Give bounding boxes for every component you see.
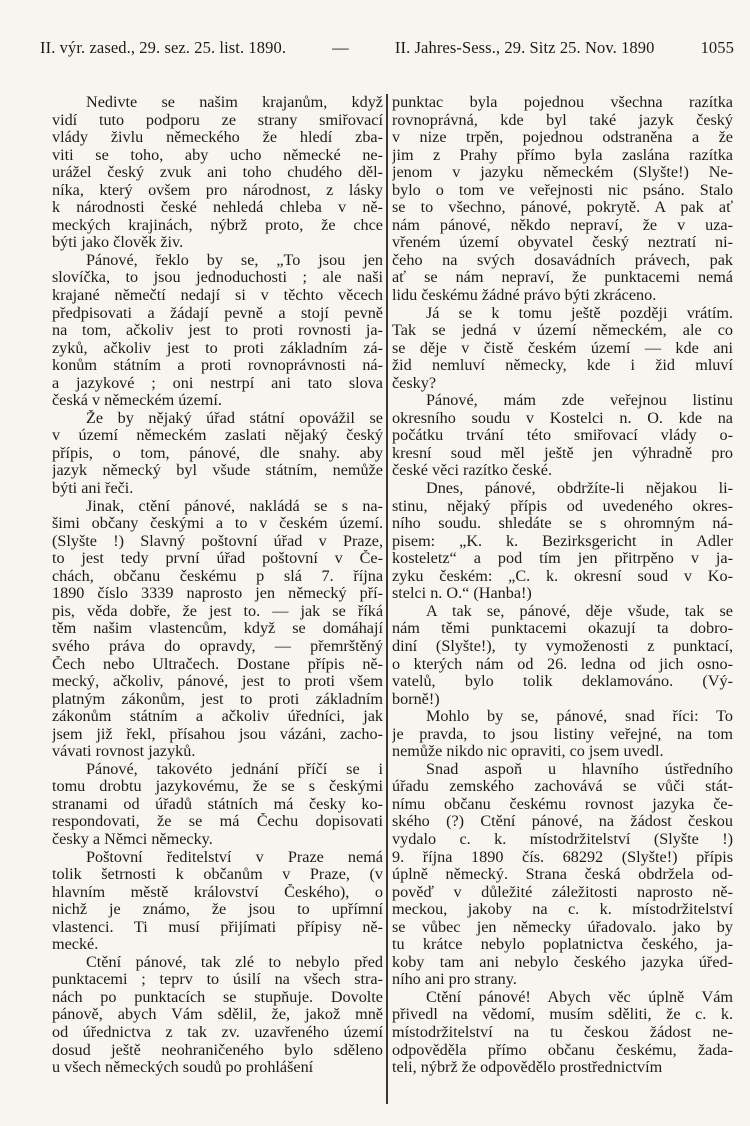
- text-line: borně!): [392, 690, 440, 708]
- text-line: tomu drobtu jazykovému, že se s českými: [52, 778, 383, 796]
- paragraph: [52, 849, 383, 954]
- header-dash: —: [332, 38, 349, 57]
- text-line: nímu občanu českému rovnost jazyka če-: [392, 795, 733, 813]
- text-line: rovnoprávná, kde byl také jazyk český: [392, 111, 733, 129]
- text-line: česká v německém území.: [52, 392, 222, 410]
- text-line: přípis, o tom, pánové, dle snahy. aby: [52, 444, 383, 462]
- text-line: Dnes, pánové, obdržíte-li nějakou li-: [426, 480, 733, 498]
- text-line: pověď v důležité záležitosti naprosto ně-: [392, 883, 733, 901]
- text-line: česky?: [392, 374, 437, 392]
- paragraph: [392, 94, 733, 305]
- text-line: české věci razítko české.: [392, 462, 552, 480]
- text-line: okresního soudu v Kostelci n. O. kde na: [392, 409, 733, 427]
- text-line: Že by nějaký úřad státní opovážil se: [86, 409, 383, 427]
- paragraph: [392, 480, 733, 603]
- text-line: kresní soud měl ještě jen výhradně pro: [392, 444, 733, 462]
- paragraph: [392, 392, 733, 480]
- text-line: bylo o tom ve veřejnosti nic psáno. Stalo: [392, 181, 733, 199]
- text-line: stelci n. O.“ (Hanba!): [392, 585, 532, 603]
- header-czech-text: II. výr. zased., 29. sez. 25. list. 1890.: [40, 38, 287, 57]
- text-line: vydalo c. k. místodržitelství (Slyšte !): [392, 830, 733, 848]
- text-line: a jazykové ; oni nestrpí ani tato slova: [52, 374, 383, 392]
- paragraph: [52, 954, 383, 1077]
- text-line: nemůže nikdo nic opraviti, co jsem uvedl.: [392, 743, 664, 761]
- text-line: od úřednictva z tak zv. uzavřeného území: [52, 1023, 383, 1041]
- text-line: jazyk německý byl všude státním, nemůže: [52, 462, 383, 480]
- text-line: A tak se, pánové, děje všude, tak se: [426, 602, 733, 620]
- text-line: vidí tuto podporu ze strany smiřovací: [52, 111, 383, 129]
- text-line: chách, občanu českému p slá 7. října: [52, 567, 383, 585]
- text-line: meckých krajinách, nýbrž proto, že chce: [52, 216, 383, 234]
- text-line: níka, který ovšem pro národnost, z lásky: [52, 181, 383, 199]
- text-line: Jinak, ctění pánové, nakládá se s na-: [86, 497, 383, 515]
- text-line: místodržitelství na tu českou žádost ne-: [392, 1023, 733, 1041]
- page-number: 1055: [700, 38, 734, 57]
- text-line: punktacemi ; teprv to úsilí na všech stra-: [52, 971, 383, 989]
- left-column: [52, 94, 383, 1077]
- paragraph: [52, 498, 383, 761]
- text-line: pisem: „K. k. Bezirksgericht in Adler: [392, 532, 733, 550]
- text-line: ať se nám nepraví, že punktacemi nemá: [392, 269, 733, 287]
- text-line: punktac byla pojednou všechna razítka: [392, 94, 733, 111]
- text-line: ního ani pro strany.: [392, 971, 517, 989]
- text-line: Já se k tomu ještě později vrátím.: [426, 304, 733, 322]
- text-line: vřeném území obyvatel český neztratí ni-: [392, 234, 733, 252]
- paragraph: [392, 708, 733, 761]
- text-line: diní (Slyšte!), ty vymoženosti z punktací,: [392, 637, 733, 655]
- text-line: konům státním a proti rovnoprávnosti ná-: [52, 357, 383, 375]
- text-line: vlády živlu německého že hledí zba-: [52, 129, 383, 147]
- text-line: jsem již řekl, přísahou jsou vázáni, zacho-: [52, 725, 383, 743]
- paragraph: [52, 252, 383, 410]
- text-line: předpisovati a žádají pevně a stojí pevně: [52, 304, 383, 322]
- text-line: těm našim vlastencům, když se domáhají: [52, 620, 383, 638]
- text-line: Nedivte se našim krajanům, když: [86, 94, 383, 111]
- text-line: jim z Prahy přímo byla zaslána razítka: [392, 146, 733, 164]
- text-line: vlastenci. Ti musí přijímati přípisy ně-: [52, 918, 383, 936]
- text-line: je pravda, to jsou listiny veřejné, na tom: [392, 725, 733, 743]
- text-line: Tak se jedná v území německém, ale co: [392, 322, 733, 340]
- text-line: česky a Němci německy.: [52, 830, 213, 848]
- header-german: II. Jahres-Sess., 29. Sitz 25. Nov. 1890: [394, 38, 655, 57]
- text-line: ního soudu. shledáte se s ohromným ná-: [392, 515, 733, 533]
- text-line: mecký, ačkoliv, pánové, jest to proti všem: [52, 673, 383, 691]
- text-line: býti ani řeči.: [52, 480, 134, 498]
- text-line: k národnosti české nehledá chleba v ně-: [52, 199, 383, 217]
- paragraph: [392, 603, 733, 708]
- text-line: se to všechno, pánové, pokrytě. A pak ať: [392, 199, 733, 217]
- text-line: se děje v čistě českém území — kde ani: [392, 339, 733, 357]
- text-line: Pánové, takovéto jednání příčí se i: [86, 760, 383, 778]
- paragraph: [52, 410, 383, 498]
- text-line: respondovati, že se má Čechu dopisovati: [52, 813, 383, 831]
- text-line: Čech nebo Ultračech. Dostane přípis ně-: [52, 655, 383, 673]
- text-line: nichž je známo, že jsou to upřímní: [52, 901, 383, 919]
- text-line: Ctění pánové! Abych věc úplně Vám: [426, 988, 733, 1006]
- text-line: čeho na svých dosavádních právech, pak: [392, 251, 733, 269]
- text-line: úplně německý. Strana česká obdržela od-: [392, 866, 733, 884]
- text-line: nám těmi punktacemi okazují ta dobro-: [392, 620, 733, 638]
- text-line: mecké.: [52, 936, 99, 954]
- text-line: tu krátce nebylo poplatnictva českého, ja-: [392, 936, 733, 954]
- text-line: nám pánové, někdo nepraví, že v uza-: [392, 216, 733, 234]
- text-line: u všech německých soudů po prohlášení: [52, 1059, 314, 1077]
- text-line: Pánové, mám zde veřejnou listinu: [426, 392, 733, 410]
- text-line: (Slyšte !) Slavný poštovní úřad v Praze,: [52, 532, 383, 550]
- paragraph: [392, 761, 733, 989]
- text-line: teli, nýbrž že odpovědělo prostřednictvím: [392, 1059, 663, 1077]
- text-line: zyku českém: „C. k. okresní soud v Ko-: [392, 567, 733, 585]
- text-line: vatelů, bylo tolik deklamováno. (Vý-: [392, 673, 733, 691]
- text-line: 9. října 1890 čís. 68292 (Slyšte!) přípis: [392, 848, 733, 866]
- text-line: nách po punktacích se stupňuje. Dovolte: [52, 988, 383, 1006]
- text-line: dosud ještě neohraničeného bylo sděleno: [52, 1041, 383, 1059]
- text-line: v území německém zaslati nějaký český: [52, 427, 383, 445]
- text-line: Poštovní ředitelství v Praze nemá: [86, 848, 383, 866]
- text-line: lidu českému žádné právo býti zkráceno.: [392, 287, 657, 305]
- paragraph: [52, 94, 383, 252]
- text-line: to jest tedy první úřad poštovní v Če-: [52, 550, 383, 568]
- text-line: šimi občany českými a to v českém území.: [52, 515, 383, 533]
- text-line: se vůbec jen německy úřadovalo. jako by: [392, 918, 733, 936]
- text-line: Pánové, řeklo by se, „To jsou jen: [86, 251, 383, 269]
- text-line: býti jako člověk živ.: [52, 234, 184, 252]
- text-line: kosteletz“ a pod tím jen přitrpěno v ja-: [392, 550, 733, 568]
- running-header: [40, 38, 734, 58]
- text-line: Ctění pánové, tak zlé to nebylo před: [86, 953, 383, 971]
- text-line: odpověděla přímo občanu českému, žada-: [392, 1041, 733, 1059]
- text-line: pánově, abych Vám sdělil, že, jakož mně: [52, 1006, 383, 1024]
- text-line: počátku trvání této smiřovací vlády o-: [392, 427, 733, 445]
- text-line: na tom, ačkoliv jest to proti rovnosti ja-: [52, 322, 383, 340]
- text-line: svého práva do opravdy, — přemrštěný: [52, 637, 383, 655]
- text-line: viti se toho, aby ucho německé ne-: [52, 146, 383, 164]
- text-line: meckou, jakoby na c. k. místodržitelství: [392, 901, 733, 919]
- paragraph: [392, 305, 733, 393]
- text-line: Snad aspoň u hlavního ústředního: [426, 760, 733, 778]
- header-czech: [40, 38, 286, 58]
- text-line: jenom v jazyku německém (Slyšte!) Ne-: [392, 164, 733, 182]
- text-line: přivedl na vědomí, musím sděliti, že c. k.: [392, 1006, 733, 1024]
- text-line: koby tam ani nebylo českého jazyka úřed-: [392, 953, 733, 971]
- text-line: pis, věda dobře, že jest to. — jak se říká: [52, 602, 383, 620]
- text-line: urážel český zvuk ani toho chudého děl-: [52, 164, 383, 182]
- text-line: úřadu zemského zachovává se vůči stát-: [392, 778, 733, 796]
- text-line: slovíčka, to jsou jednoduchosti ; ale naši: [52, 269, 383, 287]
- text-line: krajané němečtí nedají si v těchto věcech: [52, 287, 383, 305]
- text-line: Mohlo by se, pánové, snad říci: To: [426, 708, 733, 726]
- text-line: ského (?) Ctění pánové, na žádost českou: [392, 813, 733, 831]
- paragraph: [52, 761, 383, 849]
- text-line: platným zákonům, jest to proti základním: [52, 690, 383, 708]
- text-line: zyků, ačkoliv jest to proti základním zá-: [52, 339, 383, 357]
- text-line: hlavním městě království Českého), o: [52, 883, 383, 901]
- text-line: o kterých nám od 26. ledna od jich osno-: [392, 655, 733, 673]
- text-line: stranami od úřadů státních má česky ko-: [52, 795, 383, 813]
- text-line: 1890 číslo 3339 naprosto jen německý pří-: [52, 585, 383, 603]
- right-column: [392, 94, 733, 1077]
- text-line: tolik šetrnosti k občanům v Praze, (v: [52, 866, 383, 884]
- text-line: žid nemluví německy, kde i žid mluví: [392, 357, 733, 375]
- column-divider: [386, 94, 388, 1104]
- text-line: v nize trpěn, pojednou odstraněna a že: [392, 129, 733, 147]
- text-line: stinu, nějaký přípis od uvedeného okres-: [392, 497, 733, 515]
- paragraph: [392, 989, 733, 1077]
- text-line: zákonům státním a ačkoliv úředníci, jak: [52, 708, 383, 726]
- text-line: vávati rovnost jazyků.: [52, 743, 196, 761]
